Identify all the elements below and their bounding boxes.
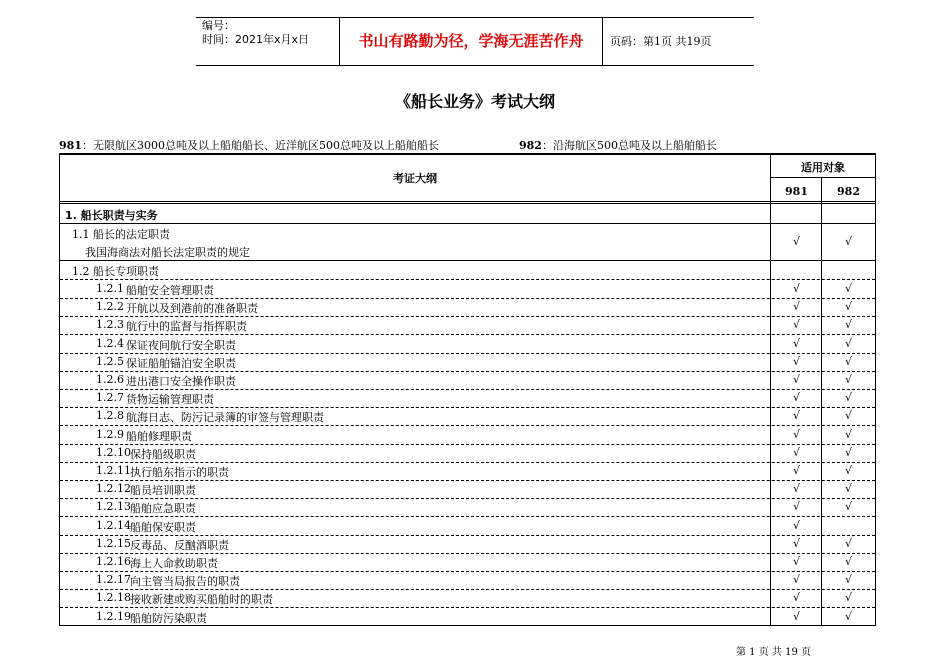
row-text: 进出港口安全操作职责 bbox=[126, 375, 236, 388]
check-982: √ bbox=[844, 536, 852, 550]
section-title: 1. 船长职责与实务 bbox=[65, 209, 158, 222]
table-row bbox=[60, 407, 875, 426]
row-text: 保证夜间航行安全职责 bbox=[126, 338, 236, 352]
row-code: 1.2.1 bbox=[96, 282, 124, 295]
page-header bbox=[196, 17, 754, 66]
row-text: 执行船东指示的职责 bbox=[130, 466, 229, 479]
row-code: 1.2.9 bbox=[96, 427, 124, 441]
row-code: 1.2.4 bbox=[96, 336, 124, 350]
check-982: √ bbox=[844, 409, 852, 423]
check-981: √ bbox=[792, 445, 800, 459]
row-code: 1.2.11 bbox=[96, 464, 131, 477]
check-981: √ bbox=[792, 573, 800, 587]
header-982: 982 bbox=[837, 185, 860, 198]
check-982: √ bbox=[844, 482, 852, 496]
check-982: √ bbox=[844, 282, 852, 295]
check-981: √ bbox=[792, 609, 800, 623]
row-code: 1.2.14 bbox=[96, 518, 131, 532]
table-row bbox=[60, 589, 875, 608]
scope-981-text: ：无限航区3000总吨及以上船舶船长、近洋航区500总吨及以上船舶船长 bbox=[81, 139, 439, 152]
check-982: √ bbox=[844, 354, 852, 368]
row-text: 向主管当局报告的职责 bbox=[130, 575, 240, 589]
scope-981 bbox=[59, 137, 439, 153]
row-subtitle: 我国海商法对船长法定职责的规定 bbox=[85, 246, 250, 259]
row-code: 1.2.19 bbox=[96, 609, 131, 623]
check-981: √ bbox=[792, 518, 800, 532]
check-982: √ bbox=[844, 336, 852, 350]
row-code: 1.2.15 bbox=[96, 536, 131, 550]
header-meta bbox=[196, 18, 338, 65]
row-text: 船员培训职责 bbox=[130, 484, 196, 498]
row-title: 1.1 船长的法定职责 bbox=[72, 228, 170, 241]
header-applicable: 适用对象 bbox=[801, 161, 845, 174]
check-981: √ bbox=[792, 282, 800, 295]
check-982: √ bbox=[844, 318, 852, 332]
scope-982 bbox=[519, 137, 717, 153]
row-text: 海上人命救助职责 bbox=[130, 557, 218, 570]
check-981: √ bbox=[792, 500, 800, 514]
row-code: 1.2.12 bbox=[96, 482, 131, 496]
table-row bbox=[60, 389, 875, 408]
table-row bbox=[60, 444, 875, 463]
check-981: √ bbox=[792, 300, 800, 314]
check-981: √ bbox=[792, 464, 800, 477]
table-row bbox=[60, 280, 875, 299]
table-row bbox=[60, 517, 875, 536]
table-row bbox=[60, 371, 875, 390]
check-982: √ bbox=[844, 555, 852, 568]
table-row bbox=[60, 480, 875, 499]
row-text: 船舶安全管理职责 bbox=[126, 284, 214, 297]
check-981: √ bbox=[792, 536, 800, 550]
check-981: √ bbox=[792, 555, 800, 568]
check-982: √ bbox=[844, 445, 852, 459]
table-row bbox=[60, 316, 875, 335]
check-981: √ bbox=[792, 354, 800, 368]
check-981: √ bbox=[792, 391, 800, 405]
row-code: 1.2.6 bbox=[96, 373, 124, 386]
header-divider bbox=[60, 203, 875, 204]
check-981: √ bbox=[792, 336, 800, 350]
check-982: √ bbox=[844, 373, 852, 386]
table-row bbox=[60, 608, 875, 626]
row-text: 保证船舶锚泊安全职责 bbox=[126, 356, 236, 370]
check-982: √ bbox=[844, 464, 852, 477]
row-code: 1.2.13 bbox=[96, 500, 131, 514]
header-divider bbox=[770, 177, 875, 178]
row-code: 1.2.16 bbox=[96, 555, 131, 568]
check-981: √ bbox=[792, 591, 800, 605]
row-code: 1.2.8 bbox=[96, 409, 124, 423]
scope-982-code: 982 bbox=[519, 139, 542, 152]
check-982: √ bbox=[844, 300, 852, 314]
row-code: 1.2.7 bbox=[96, 391, 124, 405]
table-row bbox=[60, 353, 875, 372]
table-row bbox=[60, 462, 875, 481]
table-row bbox=[60, 535, 875, 554]
row-text: 船舶修理职责 bbox=[126, 429, 192, 443]
row-code: 1.2.5 bbox=[96, 354, 124, 368]
check-981: √ bbox=[792, 318, 800, 332]
row-code: 1.2.18 bbox=[96, 591, 131, 605]
row-text: 反毒品、反酗酒职责 bbox=[130, 538, 229, 552]
number-label: 编号： bbox=[202, 19, 235, 32]
check-982: √ bbox=[844, 235, 852, 248]
check-982: √ bbox=[844, 573, 852, 587]
table-row bbox=[60, 498, 875, 517]
table-row bbox=[60, 224, 875, 261]
row-text: 船舶防污染职责 bbox=[130, 611, 207, 625]
section-row bbox=[60, 205, 875, 224]
row-title: 1.2 船长专项职责 bbox=[72, 265, 159, 278]
check-982: √ bbox=[844, 500, 852, 514]
header-page-info: 页码：第1页 共19页 bbox=[610, 35, 712, 48]
check-981: √ bbox=[792, 373, 800, 386]
check-982: √ bbox=[844, 391, 852, 405]
check-982: √ bbox=[844, 427, 852, 441]
scope-981-code: 981 bbox=[59, 139, 82, 152]
table-row bbox=[60, 571, 875, 590]
check-981: √ bbox=[792, 235, 800, 248]
row-text: 船舶保安职责 bbox=[130, 520, 196, 534]
scope-982-text: ：沿海航区500总吨及以上船舶船长 bbox=[541, 139, 717, 152]
table-row bbox=[60, 426, 875, 445]
document-title: 《船长业务》考试大纲 bbox=[394, 92, 555, 111]
row-code: 1.2.17 bbox=[96, 573, 131, 587]
table-row bbox=[60, 261, 875, 280]
row-text: 保持船级职责 bbox=[130, 447, 196, 461]
header-syllabus: 考证大纲 bbox=[393, 172, 437, 185]
row-text: 船舶应急职责 bbox=[130, 502, 196, 516]
syllabus-table bbox=[59, 153, 876, 626]
check-981: √ bbox=[792, 409, 800, 423]
row-code: 1.2.10 bbox=[96, 445, 131, 459]
row-text: 接收新建或购买船舶时的职责 bbox=[130, 593, 273, 607]
row-code: 1.2.2 bbox=[96, 300, 124, 314]
time-label: 时间：2021年x月x日 bbox=[202, 33, 310, 46]
table-row bbox=[60, 335, 875, 354]
row-text: 开航以及到港前的准备职责 bbox=[126, 302, 258, 316]
table-row bbox=[60, 298, 875, 317]
header-981: 981 bbox=[785, 185, 808, 198]
check-981: √ bbox=[792, 427, 800, 441]
check-981: √ bbox=[792, 482, 800, 496]
row-code: 1.2.3 bbox=[96, 318, 124, 332]
check-982: √ bbox=[844, 609, 852, 623]
row-text: 货物运输管理职责 bbox=[126, 393, 214, 407]
page-footer: 第 1 页 共 19 页 bbox=[736, 647, 811, 658]
row-text: 航海日志、防污记录簿的审签与管理职责 bbox=[126, 411, 324, 425]
check-982: √ bbox=[844, 591, 852, 605]
header-motto: 书山有路勤为径，学海无涯苦作舟 bbox=[339, 18, 603, 65]
table-row bbox=[60, 553, 875, 572]
row-text: 航行中的监督与指挥职责 bbox=[126, 320, 247, 334]
